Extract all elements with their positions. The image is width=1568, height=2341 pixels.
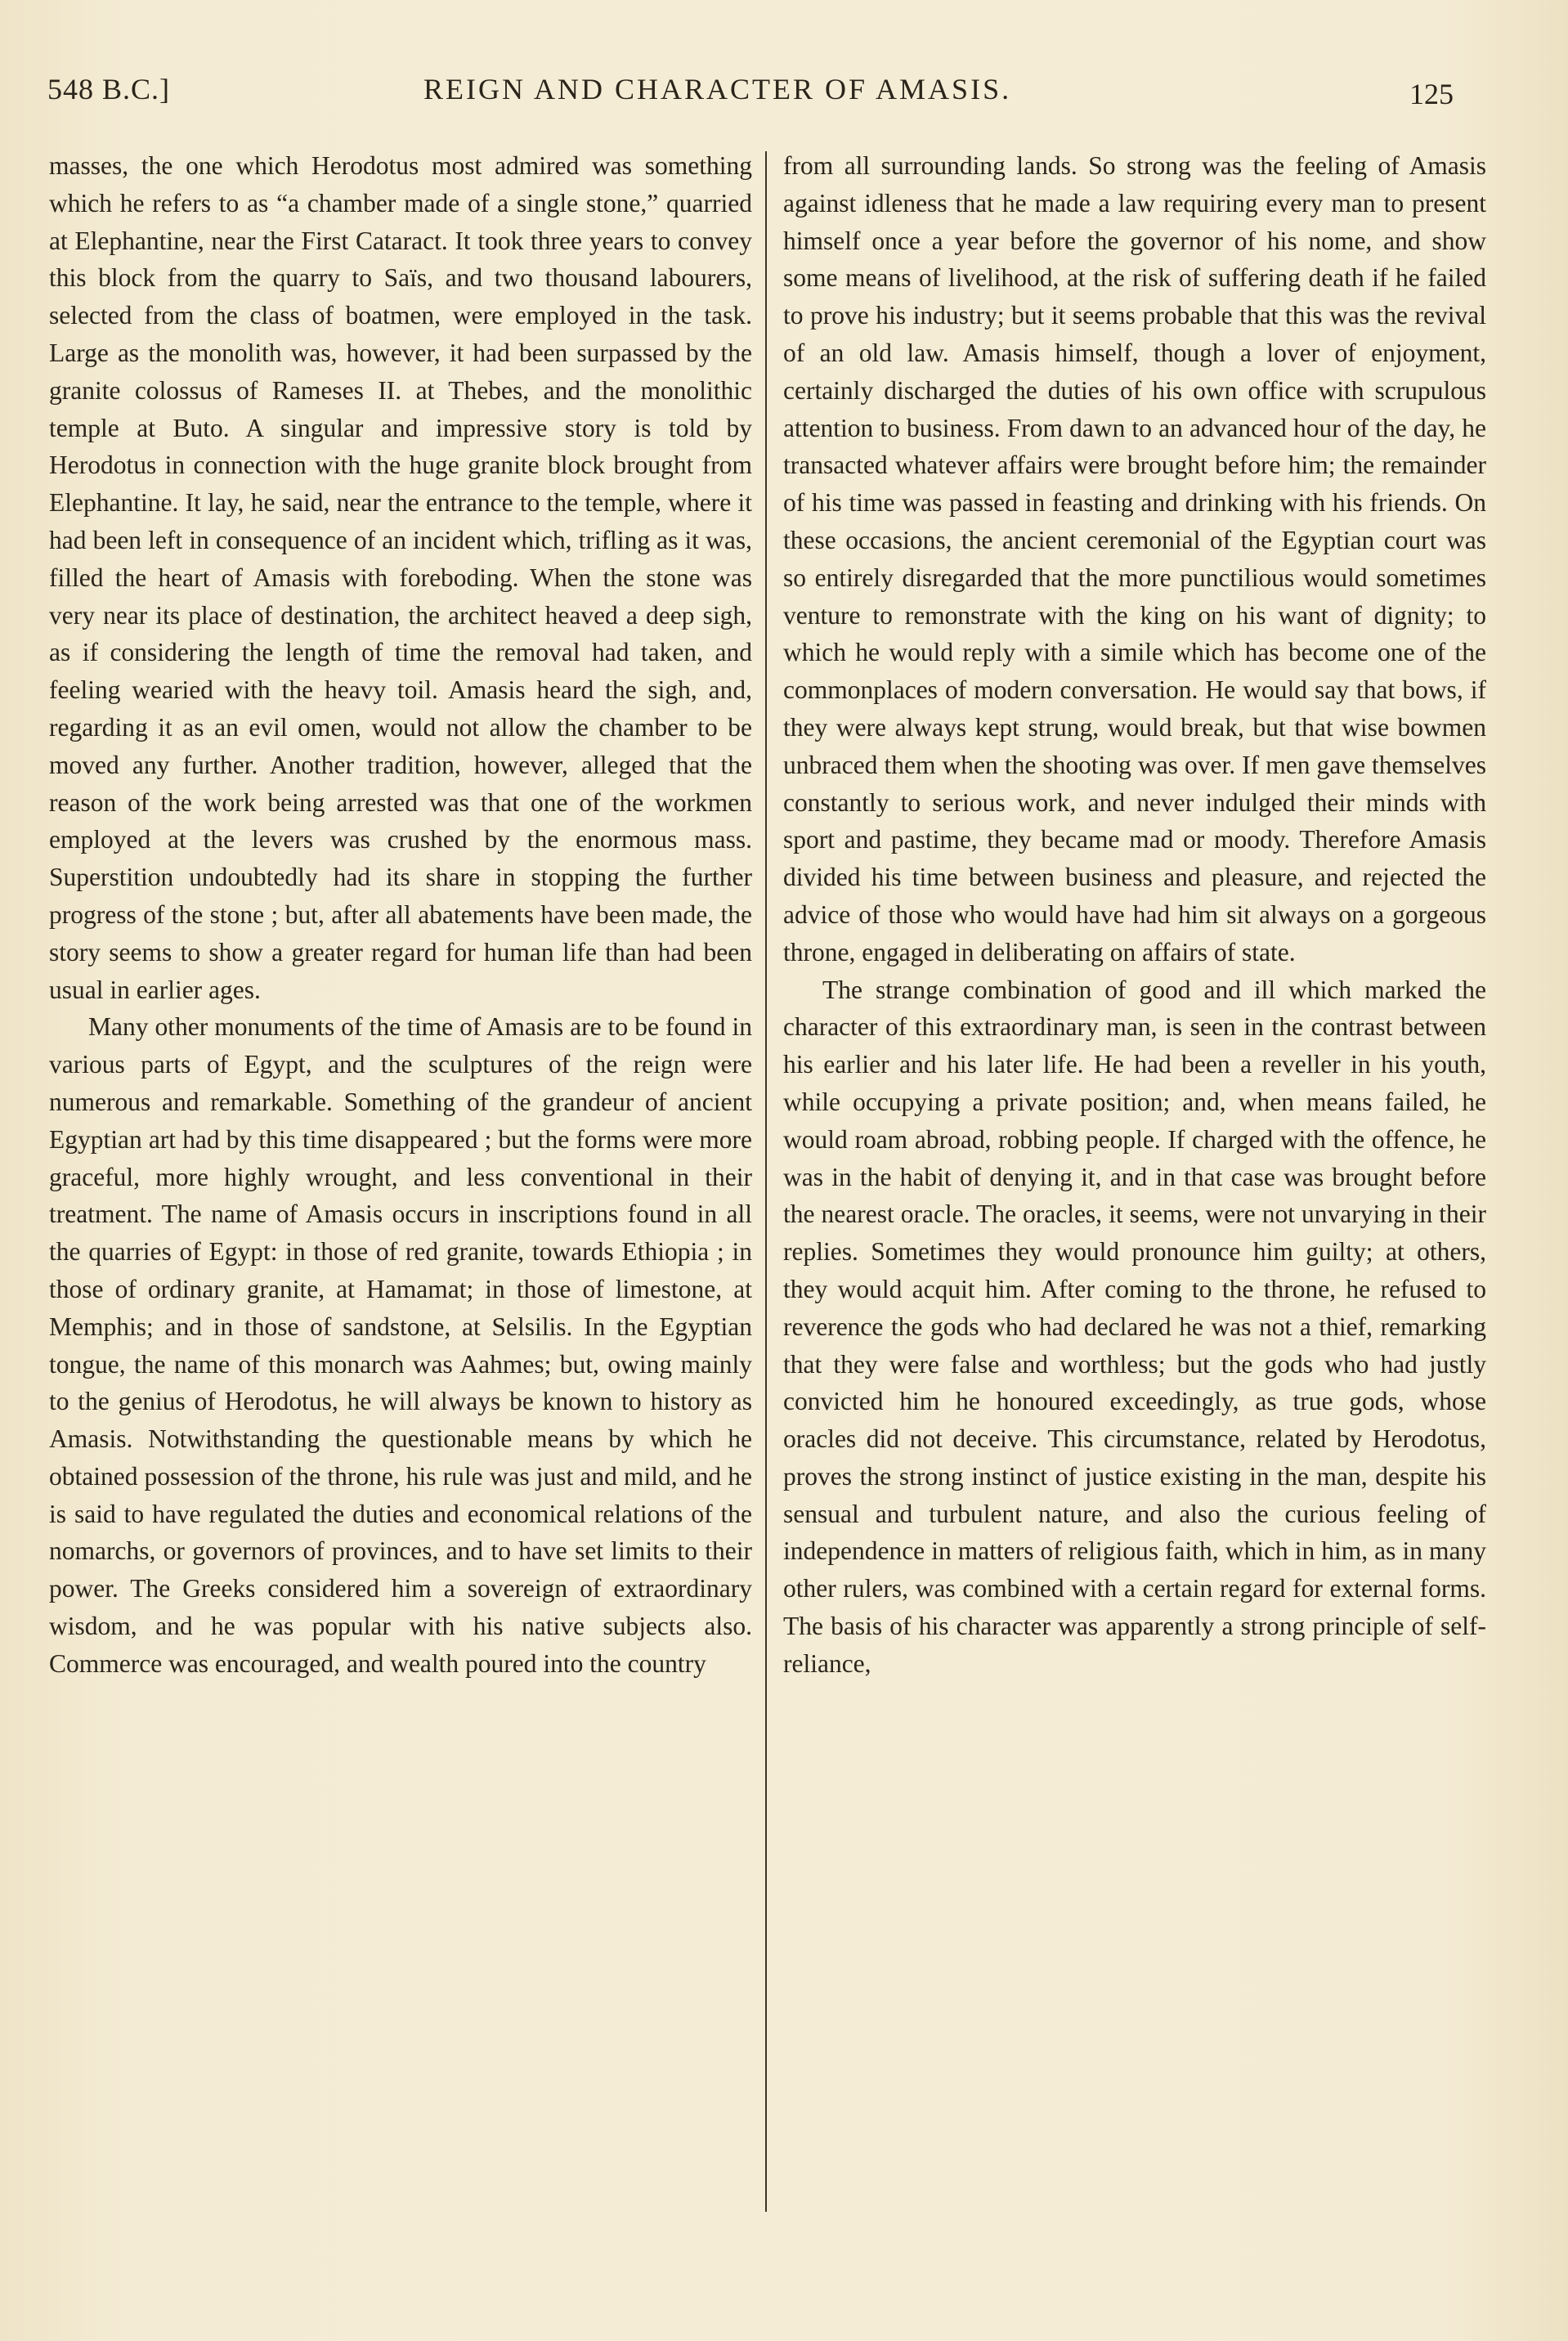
- header-date: 548 B.C.]: [47, 73, 171, 105]
- right-paragraph-2: The strange combination of good and ill which marked the character of this extraordinary man, is seen in the contrast between his earlier and his later life. He had been a reveller in his youth, while occupying a private position; and, when means failed, he would roam abroad, robbing people. If charged with the offence, he was in the habit of denying it, and in that case was brought before the nearest oracle. The oracles, it seems, were not unvarying in their replies. Sometimes they would pronounce him guilty; at others, they would acquit him. After coming to the throne, he refused to reverence the gods who had declared he was not a thief, remarking that they were false and worthless; but the gods who had justly convicted him he honoured exceedingly, as true gods, whose oracles did not deceive. This circumstance, related by Herodotus, proves the strong instinct of justice existing in the man, despite his sensual and turbulent nature, and also the curious feeling of independence in matters of religious faith, which in him, as in many other rulers, was combined with a certain regard for external forms. The basis of his character was apparently a strong principle of self-reliance,: [783, 975, 1486, 1678]
- column-divider: [765, 151, 767, 2212]
- right-paragraph-1: from all surrounding lands. So strong was the feeling of Amasis against idleness that he made a law requiring every man to present himself once a year before the governor of his nome, and show some means of livelihood, at the risk of suffering death if he failed to prove his industry; but it seems probable that this was the revival of an old law. Amasis himself, though a lover of enjoyment, certainly discharged the duties of his own office with scrupulous attention to business. From dawn to an advanced hour of the day, he transacted whatever affairs were brought before him; the remainder of his time was passed in feasting and drinking with his friends. On these occasions, the ancient ceremonial of the Egyptian court was so entirely disregarded that the more punctilious would sometimes venture to remonstrate with the king on his want of dignity; to which he would reply with a simile which has become one of the commonplaces of modern conversation. He would say that bows, if they were always kept strung, would break, but that wise bowmen unbraced them when the shooting was over. If men gave themselves constantly to serious work, and never indulged their minds with sport and pastime, they became mad or moody. Therefore Amasis divided his time between business and pleasure, and rejected the advice of those who would have had him sit always on a gorgeous throne, engaged in deliberating on affairs of state.: [783, 151, 1486, 966]
- left-paragraph-1: masses, the one which Herodotus most admired was something which he refers to as “a chamber made of a single stone,” quarried at Elephantine, near the First Cataract. It took three years to convey this block from the quarry to Saïs, and two thousand labourers, selected from the class of boatmen, were employed in the task. Large as the monolith was, however, it had been surpassed by the granite colossus of Rameses II. at Thebes, and the monolithic temple at Buto. A singular and impressive story is told by Herodotus in connection with the huge granite block brought from Elephantine. It lay, he said, near the entrance to the temple, where it had been left in consequence of an incident which, trifling as it was, filled the heart of Amasis with foreboding. When the stone was very near its place of destination, the architect heaved a deep sigh, as if considering the length of time the removal had taken, and feeling wearied with the heavy toil. Amasis heard the sigh, and, regarding it as an evil omen, would not allow the chamber to be moved any further. Another tradition, however, alleged that the reason of the work being arrested was that one of the workmen employed at the levers was crushed by the enormous mass. Superstition undoubtedly had its share in stopping the further progress of the stone ; but, after all abatements have been made, the story seems to show a greater regard for human life than had been usual in earlier ages.: [49, 151, 752, 1004]
- left-column: [49, 147, 752, 1683]
- left-paragraph-2: Many other monuments of the time of Amasis are to be found in various parts of Egypt, and the sculptures of the reign were numerous and remarkable. Something of the grandeur of ancient Egyptian art had by this time disappeared ; but the forms were more graceful, more highly wrought, and less conventional in their treatment. The name of Amasis occurs in inscriptions found in all the quarries of Egypt: in those of red granite, towards Ethiopia ; in those of ordinary granite, at Hamamat; in those of limestone, at Memphis; and in those of sandstone, at Selsilis. In the Egyptian tongue, the name of this monarch was Aahmes; but, owing mainly to the genius of Herodotus, he will always be known to history as Amasis. Notwithstanding the questionable means by which he obtained possession of the throne, his rule was just and mild, and he is said to have regulated the duties and economical relations of the nomarchs, or governors of provinces, and to have set limits to their power. The Greeks considered him a sovereign of extraordinary wisdom, and he was popular with his native subjects also. Commerce was encouraged, and wealth poured into the country: [49, 1012, 752, 1678]
- running-header: [47, 72, 1454, 121]
- page-number: 125: [1409, 78, 1454, 110]
- right-column: [783, 147, 1486, 1683]
- header-title: REIGN AND CHARACTER OF AMASIS.: [423, 73, 1012, 105]
